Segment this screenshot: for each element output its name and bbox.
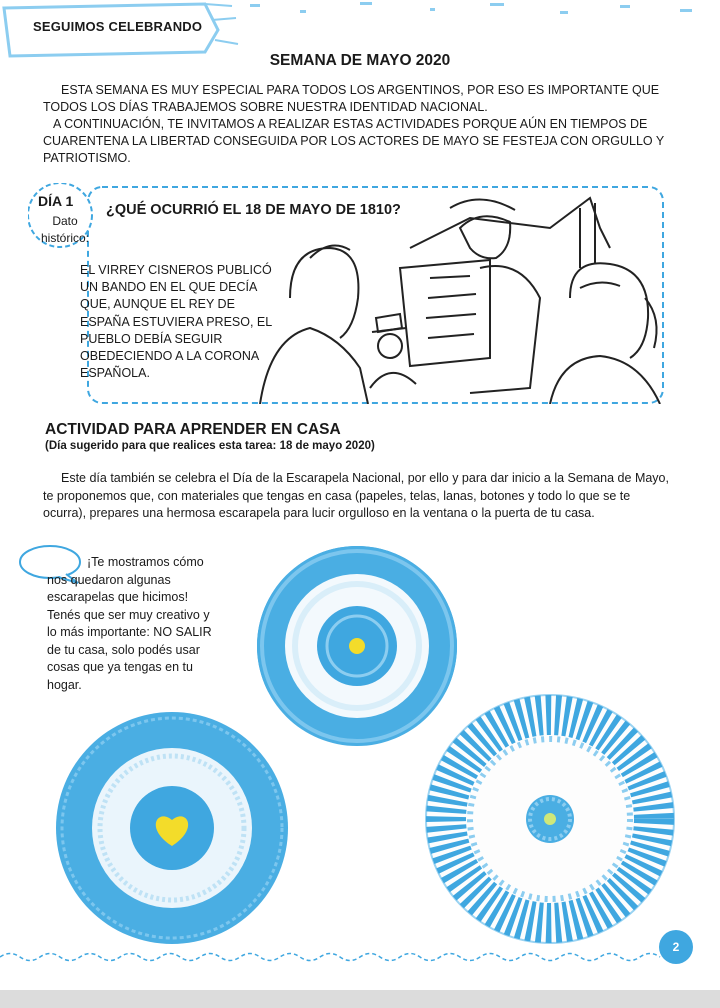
side-note: ¡Te mostramos cómo nos quedaron algunas escarapelas que hicimos! Tenés que ser muy creativo y lo más importante: NO SALIR de tu casa, solo podés usar cosas que ya tengas en tu hogar. <box>47 555 212 692</box>
intro-paragraph-2: A CONTINUACIÓN, TE INVITAMOS A REALIZAR ESTAS ACTIVIDADES PORQUE AÚN EN TIEMPOS DE CUARENTENA LA LIBERTAD CONSEGUIDA POR LOS ACTORES DE MAYO SE FESTEJA CON ORGULLO Y PATRIOTISMO. <box>43 117 665 165</box>
rosette-photo-2 <box>54 700 290 948</box>
rosette-photo-3 <box>424 688 676 950</box>
intro-paragraph-1: ESTA SEMANA ES MUY ESPECIAL PARA TODOS LOS ARGENTINOS, POR ESO ES IMPORTANTE QUE TODOS LOS DÍAS TRABAJEMOS SOBRE NUESTRA IDENTIDAD NACIONAL. <box>43 83 660 114</box>
intro-text <box>43 82 673 167</box>
historical-illustration <box>250 188 668 404</box>
historic-data-label: Dato histórico: <box>40 214 90 245</box>
historic-text: EL VIRREY CISNEROS PUBLICÓ UN BANDO EN EL QUE DECÍA QUE, AUNQUE EL REY DE ESPAÑA ESTUVIERA PRESO, EL PUEBLO DEBÍA SEGUIR OBEDECIENDO A LA CORONA ESPAÑOLA. <box>80 263 272 381</box>
bottom-bar <box>0 990 720 1008</box>
bottom-border <box>0 950 720 964</box>
activity-body: Este día también se celebra el Día de la Escarapela Nacional, por ello y para dar inicio a la Semana de Mayo, te proponemos que, con materiales que tengas en casa (papeles, telas, lanas, botones y todo lo que se te ocurra), prepares una hermosa escarapela para lucir orgulloso en la ventana o la puerta de tu casa. <box>43 471 669 520</box>
header-tag: SEGUIMOS CELEBRANDO <box>33 19 203 34</box>
page-number: 2 <box>659 930 693 964</box>
activity-subtitle: (Día sugerido para que realices esta tarea: 18 de mayo 2020) <box>45 440 375 452</box>
activity-title: ACTIVIDAD PARA APRENDER EN CASA <box>45 421 341 438</box>
day-label: DÍA 1 <box>38 193 74 209</box>
rosette-photo-1-full <box>240 538 474 692</box>
page-title: SEMANA DE MAYO 2020 <box>269 52 451 69</box>
historic-question: ¿QUÉ OCURRIÓ EL 18 DE MAYO DE 1810? <box>106 202 401 218</box>
top-decoration <box>240 0 720 20</box>
